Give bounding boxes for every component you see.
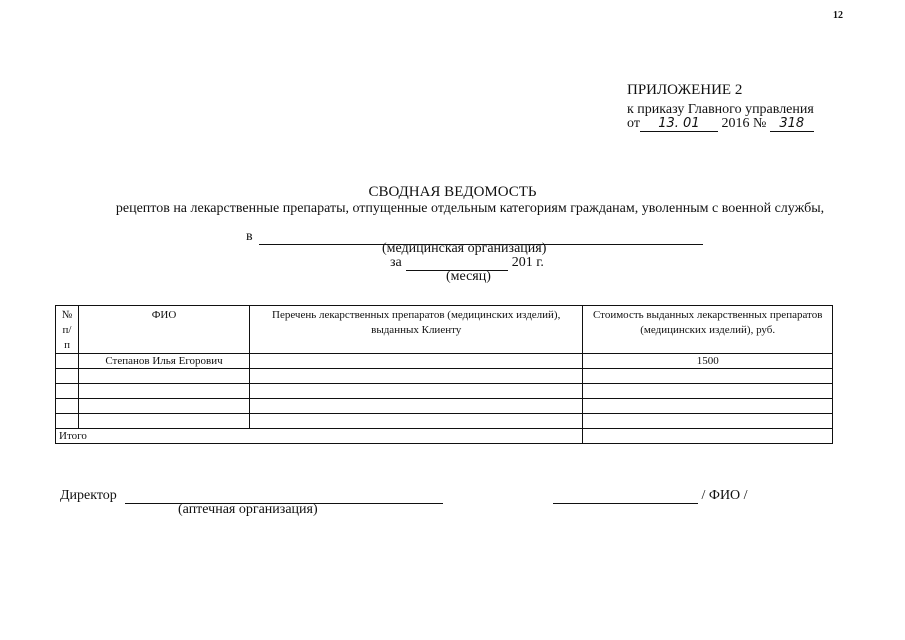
row-name	[79, 384, 250, 399]
row-cost	[583, 399, 833, 414]
header-name: ФИО	[79, 306, 250, 354]
fio-line	[553, 488, 748, 504]
row-cost	[583, 369, 833, 384]
row-drug-list	[249, 354, 582, 369]
annex-date-line	[627, 116, 814, 132]
header-cost: Стоимость выданных лекарственных препаратов (медицинских изделий), руб.	[583, 306, 833, 354]
director-label: Директор	[60, 488, 117, 503]
annex-year-text: 2016 №	[721, 116, 767, 131]
header-drug-list: Перечень лекарственных препаратов (медицинских изделий), выданных Клиенту	[249, 306, 582, 354]
table-row	[56, 399, 833, 414]
header-number: № п/ п	[56, 306, 79, 354]
row-cost	[583, 384, 833, 399]
table-row	[56, 414, 833, 429]
table-row	[56, 369, 833, 384]
annex-order-reference: к приказу Главного управления	[627, 102, 814, 117]
document-title: СВОДНАЯ ВЕДОМОСТЬ	[368, 184, 537, 200]
total-value	[583, 429, 833, 444]
row-name: Степанов Илья Егорович	[79, 354, 250, 369]
row-drug-list	[249, 369, 582, 384]
organization-caption: (медицинская организация)	[382, 241, 547, 256]
annex-title: ПРИЛОЖЕНИЕ 2	[627, 82, 743, 98]
month-caption: (месяц)	[446, 269, 491, 284]
table-header-row	[56, 306, 833, 354]
row-name	[79, 414, 250, 429]
row-number	[56, 354, 79, 369]
row-drug-list	[249, 399, 582, 414]
prescriptions-table	[55, 305, 833, 444]
row-drug-list	[249, 414, 582, 429]
page-number: 12	[833, 10, 843, 21]
row-number	[56, 414, 79, 429]
year-label: 201 г.	[511, 255, 544, 270]
row-cost	[583, 414, 833, 429]
table-row	[56, 384, 833, 399]
row-name	[79, 399, 250, 414]
month-prefix: за	[390, 255, 402, 270]
row-number	[56, 399, 79, 414]
row-drug-list	[249, 384, 582, 399]
row-number	[56, 384, 79, 399]
row-name	[79, 369, 250, 384]
fio-label: / ФИО /	[701, 488, 748, 503]
annex-date-value: 13. 01	[640, 117, 718, 132]
total-label: Итого	[56, 429, 583, 444]
annex-order-number: 318	[770, 117, 814, 132]
annex-date-prefix: от	[627, 116, 640, 131]
table-row	[56, 354, 833, 369]
document-subtitle: рецептов на лекарственные препараты, отпущенные отдельным категориям гражданам, уволенным с военной службы,	[115, 201, 825, 216]
director-caption: (аптечная организация)	[178, 502, 318, 517]
row-number	[56, 369, 79, 384]
fio-blank[interactable]	[553, 490, 698, 504]
table-total-row	[56, 429, 833, 444]
row-cost: 1500	[583, 354, 833, 369]
organization-prefix: в	[246, 229, 253, 244]
